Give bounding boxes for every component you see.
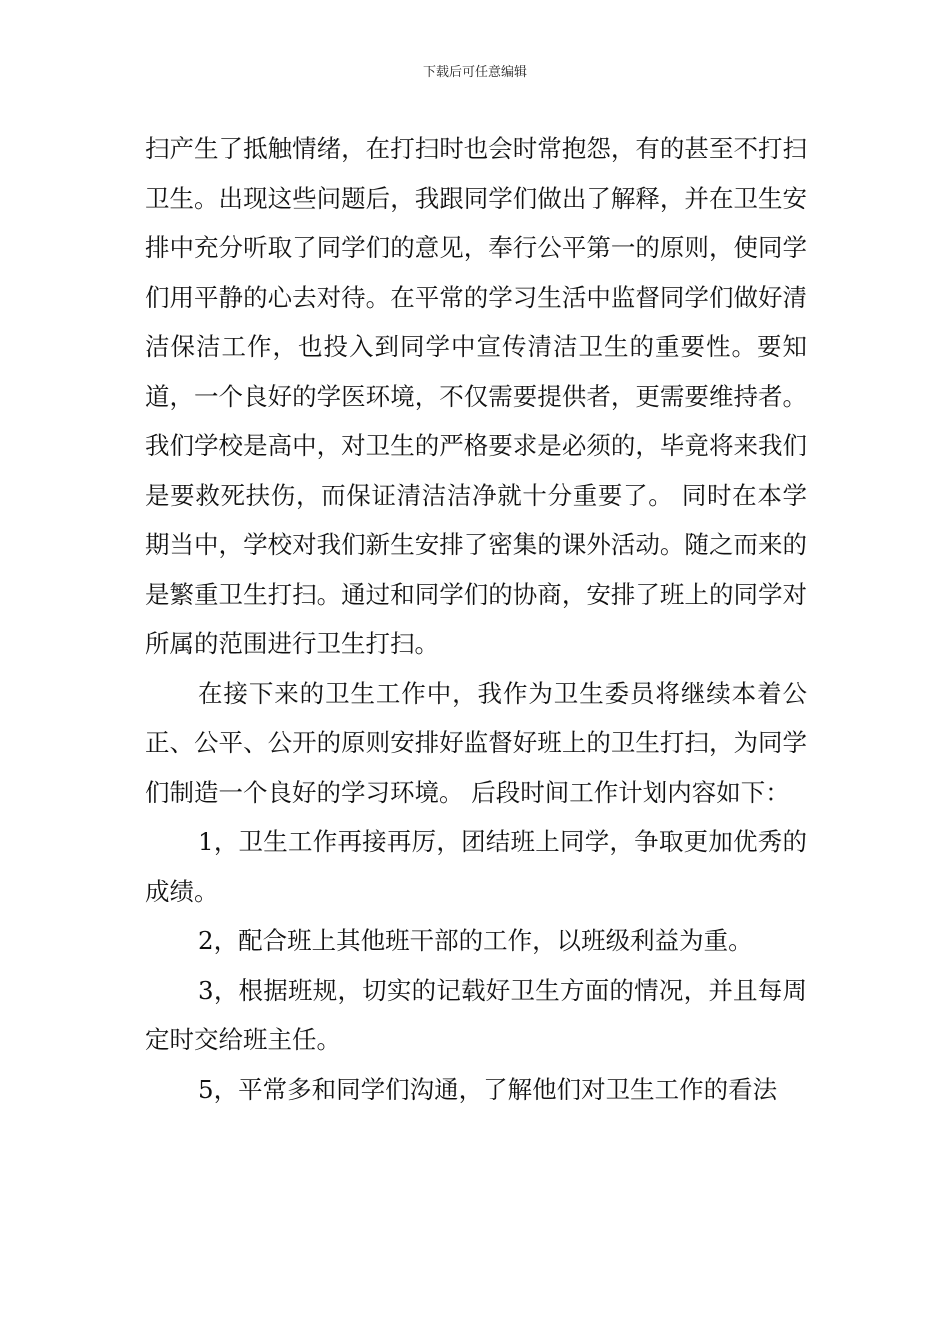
paragraph-1: 扫产生了抵触情绪，在打扫时也会时常抱怨，有的甚至不打扫卫生。出现这些问题后，我跟同学们做出了解释，并在卫生安排中充分听取了同学们的意见，奉行公平第一的原则，使同学们用平静的心去对待。在平常的学习生活中监督同学们做好清洁保洁工作，也投入到同学中宣传清洁卫生的重要性。要知道，一个良好的学医环境，不仅需要提供者，更需要维持者。我们学校是高中，对卫生的严格要求是必须的，毕竟将来我们是要救死扶伤，而保证清洁洁净就十分重要了。 同时在本学期当中，学校对我们新生安排了密集的课外活动。随之而来的是繁重卫生打扫。通过和同学们的协商，安排了班上的同学对所属的范围进行卫生打扫。: [145, 134, 807, 658]
page-header: 下载后可任意编辑: [422, 65, 527, 80]
plan-item-3: 3，根据班规，切实的记载好卫生方面的情况，并且每周定时交给班主任。: [145, 975, 807, 1054]
paragraph-2: 在接下来的卫生工作中，我作为卫生委员将继续本着公正、公平、公开的原则安排好监督好班上的卫生打扫，为同学们制造一个良好的学习环境。 后段时间工作计划内容如下：: [145, 678, 807, 807]
document-body: [145, 124, 807, 1114]
plan-item-5: 5，平常多和同学们沟通，了解他们对卫生工作的看法: [198, 1074, 778, 1104]
plan-item-1: 1，卫生工作再接再厉，团结班上同学，争取更加优秀的成绩。: [145, 827, 807, 906]
plan-item-2: 2，配合班上其他班干部的工作，以班级利益为重。: [198, 926, 753, 955]
